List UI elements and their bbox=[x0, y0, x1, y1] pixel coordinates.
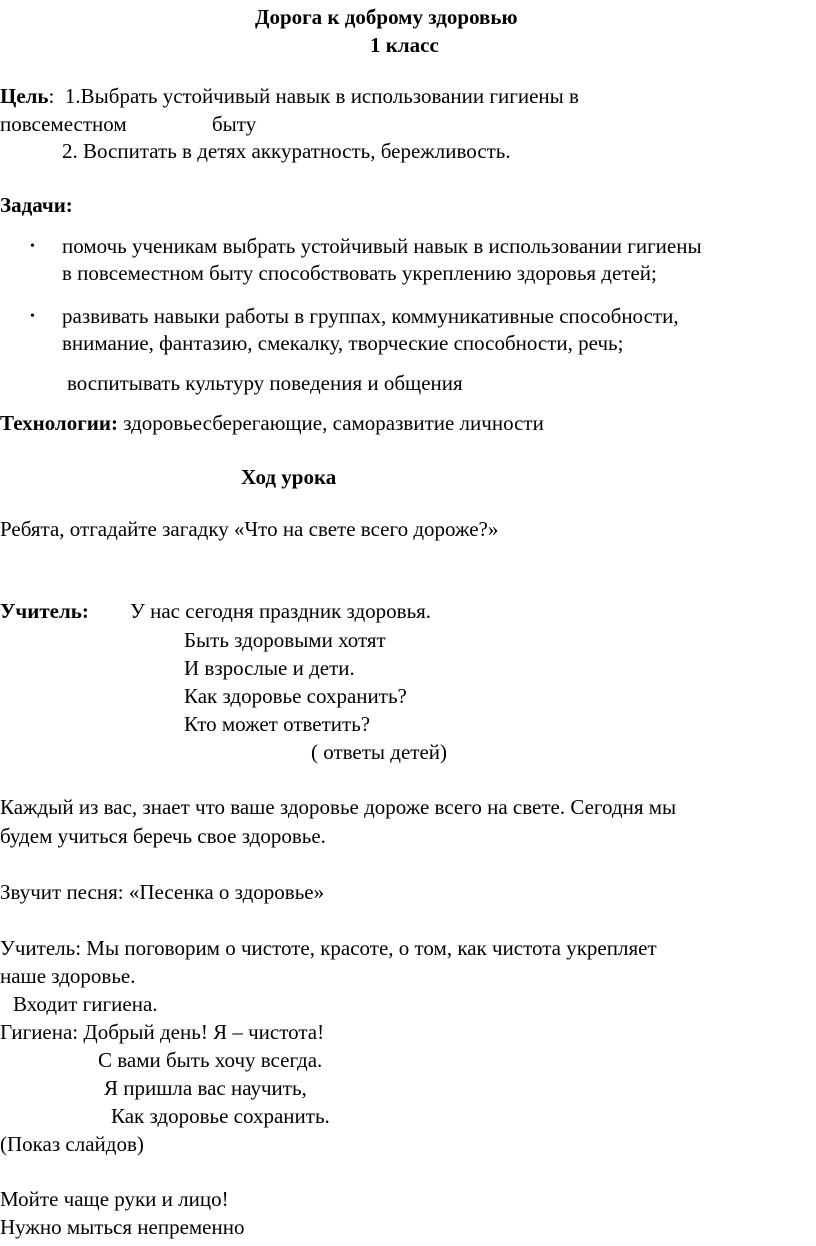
hygiene-line-1: Гигиена: Добрый день! Я – чистота! bbox=[0, 1020, 325, 1044]
task-item-2-line-1: развивать навыки работы в группах, коммуникативные способности, bbox=[62, 304, 679, 328]
technologies-label: Технологии: bbox=[0, 411, 118, 435]
closing-line-1: Мойте чаще руки и лицо! bbox=[0, 1187, 229, 1211]
poem-line-5: Кто может ответить? bbox=[184, 712, 371, 736]
goal-item-1-text: 1.Выбрать устойчивый навык в использовании гигиены в bbox=[64, 84, 579, 108]
document-title: Дорога к доброму здоровью bbox=[255, 5, 518, 29]
hygiene-line-4: Как здоровье сохранить. bbox=[111, 1104, 330, 1128]
paragraph-1-line-1: Каждый из вас, знает что ваше здоровье дороже всего на свете. Сегодня мы bbox=[0, 795, 677, 819]
children-answers-note: ( ответы детей) bbox=[311, 740, 448, 764]
paragraph-1-line-2: будем учиться беречь свое здоровье. bbox=[0, 824, 326, 848]
teacher-2-line-2: наше здоровье. bbox=[0, 964, 136, 988]
closing-line-2: Нужно мыться непременно bbox=[0, 1215, 245, 1239]
poem-line-2: Быть здоровыми хотят bbox=[184, 628, 386, 652]
poem-line-4: Как здоровье сохранить? bbox=[184, 684, 407, 708]
hygiene-line-3: Я пришла вас научить, bbox=[104, 1076, 307, 1100]
hygiene-enters: Входит гигиена. bbox=[13, 992, 158, 1016]
goal-line-1 bbox=[0, 86, 579, 107]
technologies-value: здоровьесберегающие, саморазвитие личности bbox=[117, 411, 544, 435]
task-item-1-line-1: помочь ученикам выбрать устойчивый навык в использовании гигиены bbox=[62, 234, 702, 258]
poem-line-1: У нас сегодня праздник здоровья. bbox=[130, 599, 432, 623]
riddle-text: Ребята, отгадайте загадку «Что на свете всего дороже?» bbox=[0, 517, 499, 541]
task-item-3: воспитывать культуру поведения и общения bbox=[67, 371, 463, 395]
tasks-heading: Задачи: bbox=[0, 193, 73, 217]
bullet-icon: • bbox=[30, 239, 35, 254]
poem-line-3: И взрослые и дети. bbox=[184, 656, 355, 680]
task-item-1-line-2: в повсеместном быту способствовать укреплению здоровья детей; bbox=[62, 261, 657, 285]
lesson-flow-heading: Ход урока bbox=[241, 465, 337, 489]
goal-item-1-line-2a: повсеместном bbox=[0, 112, 127, 136]
slides-note: (Показ слайдов) bbox=[0, 1132, 144, 1156]
goal-item-2: 2. Воспитать в детях аккуратность, бережливость. bbox=[62, 139, 511, 163]
teacher-2-line-1: Учитель: Мы поговорим о чистоте, красоте, о том, как чистота укрепляет bbox=[0, 936, 657, 960]
goal-label-colon: : bbox=[48, 84, 55, 108]
task-item-2-line-2: внимание, фантазию, смекалку, творческие способности, речь; bbox=[62, 331, 624, 355]
bullet-icon: • bbox=[30, 309, 35, 324]
technologies-line bbox=[0, 413, 544, 434]
song-line: Звучит песня: «Песенка о здоровье» bbox=[0, 880, 325, 904]
teacher-label: Учитель: bbox=[0, 599, 89, 623]
goal-label: Цель bbox=[0, 84, 49, 108]
hygiene-line-2: С вами быть хочу всегда. bbox=[98, 1048, 323, 1072]
goal-item-1-line-2b: быту bbox=[212, 112, 257, 136]
document-subtitle-grade: 1 класс bbox=[370, 33, 439, 57]
